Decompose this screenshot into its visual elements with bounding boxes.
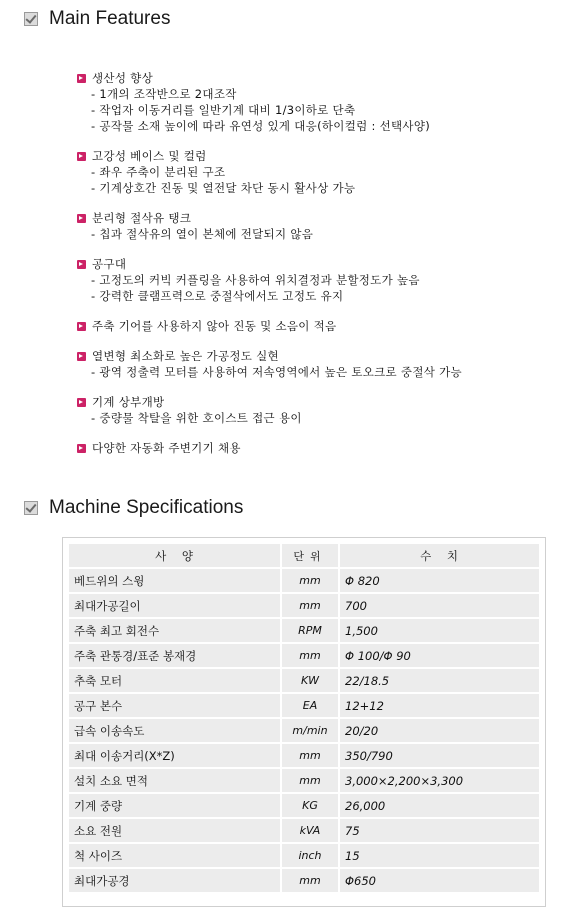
spec-row: [69, 569, 539, 592]
feature-item: [77, 318, 577, 334]
feature-detail-line: - 강력한 클램프력으로 중절삭에서도 고정도 유지: [91, 289, 344, 303]
spec-item: 급속 이송속도: [69, 719, 280, 742]
feature-title: 열변형 최소화로 높은 가공정도 실현: [92, 349, 279, 363]
feature-head: [77, 440, 577, 456]
feature-item: [77, 70, 577, 134]
spec-value: 1,500: [340, 619, 539, 642]
spec-row: [69, 719, 539, 742]
spec-unit: EA: [282, 694, 338, 717]
feature-head: [77, 148, 577, 164]
bullet-arrow-icon: [77, 260, 86, 269]
spec-table: [67, 542, 541, 894]
feature-item: [77, 256, 577, 304]
spec-unit: mm: [282, 569, 338, 592]
bullet-arrow-icon: [77, 322, 86, 331]
spec-row: [69, 769, 539, 792]
spec-value: 12+12: [340, 694, 539, 717]
bullet-arrow-icon: [77, 152, 86, 161]
spec-item: 추축 모터: [69, 669, 280, 692]
feature-detail-line: - 광역 정출력 모터를 사용하여 저속영역에서 높은 토오크로 중절삭 가능: [91, 365, 462, 379]
feature-detail-line: - 좌우 주축이 분리된 구조: [91, 165, 226, 179]
feature-head: [77, 210, 577, 226]
spec-row: [69, 619, 539, 642]
feature-title: 공구대: [92, 257, 127, 271]
feature-item: [77, 210, 577, 242]
spec-header-row: [69, 544, 539, 567]
feature-title: 분리형 절삭유 탱크: [92, 211, 192, 225]
spec-unit: mm: [282, 744, 338, 767]
spec-unit: KG: [282, 794, 338, 817]
spec-unit: RPM: [282, 619, 338, 642]
bullet-arrow-icon: [77, 398, 86, 407]
bullet-arrow-icon: [77, 214, 86, 223]
feature-item: [77, 394, 577, 426]
header-unit: 단위: [282, 544, 338, 567]
header-value: 수 치: [340, 544, 539, 567]
spec-item: 최대가공경: [69, 869, 280, 892]
feature-head: [77, 348, 577, 364]
spec-unit: kVA: [282, 819, 338, 842]
spec-item: 주축 최고 회전수: [69, 619, 280, 642]
feature-head: [77, 318, 577, 334]
spec-row: [69, 794, 539, 817]
spec-row: [69, 594, 539, 617]
spec-value: Φ 820: [340, 569, 539, 592]
feature-detail-line: - 고정도의 커빅 커플링을 사용하여 위치결정과 분할정도가 높음: [91, 273, 420, 287]
feature-detail-line: - 공작물 소재 높이에 따라 유연성 있게 대응(하이컬럼 : 선택사양): [91, 119, 431, 133]
spec-item: 기계 중량: [69, 794, 280, 817]
spec-unit: KW: [282, 669, 338, 692]
spec-unit: inch: [282, 844, 338, 867]
spec-row: [69, 669, 539, 692]
bullet-arrow-icon: [77, 444, 86, 453]
bullet-arrow-icon: [77, 74, 86, 83]
spec-value: 350/790: [340, 744, 539, 767]
spec-row: [69, 844, 539, 867]
spec-unit: m/min: [282, 719, 338, 742]
spec-value: 15: [340, 844, 539, 867]
header-item: 사 양: [69, 544, 280, 567]
spec-value: Φ 100/Φ 90: [340, 644, 539, 667]
spec-row: [69, 869, 539, 892]
spec-item: 베드위의 스윙: [69, 569, 280, 592]
spec-item: 소요 전원: [69, 819, 280, 842]
spec-value: Φ650: [340, 869, 539, 892]
machine-specifications-heading: [24, 497, 243, 519]
feature-detail-line: - 기계상호간 진동 및 열전달 차단 동시 활사상 가능: [91, 181, 356, 195]
spec-value: 700: [340, 594, 539, 617]
feature-item: [77, 148, 577, 196]
spec-item: 최대가공길이: [69, 594, 280, 617]
spec-table-container: [62, 537, 546, 907]
feature-item: [77, 348, 577, 380]
feature-detail-line: - 작업자 이동거리를 일반기계 대비 1/3이하로 단축: [91, 103, 356, 117]
spec-value: 3,000×2,200×3,300: [340, 769, 539, 792]
spec-row: [69, 819, 539, 842]
feature-item: [77, 440, 577, 456]
main-features-heading: [24, 8, 170, 30]
spec-value: 22/18.5: [340, 669, 539, 692]
feature-head: [77, 70, 577, 86]
spec-row: [69, 694, 539, 717]
spec-row: [69, 644, 539, 667]
spec-item: 설치 소요 면적: [69, 769, 280, 792]
feature-title: 생산성 향상: [92, 71, 153, 85]
feature-title: 주축 기어를 사용하지 않아 진동 및 소음이 적음: [92, 319, 337, 333]
feature-head: [77, 394, 577, 410]
spec-item: 척 사이즈: [69, 844, 280, 867]
spec-value: 75: [340, 819, 539, 842]
spec-unit: mm: [282, 594, 338, 617]
feature-title: 고강성 베이스 및 컬럼: [92, 149, 207, 163]
spec-item: 공구 본수: [69, 694, 280, 717]
feature-detail-line: - 1개의 조작반으로 2대조작: [91, 87, 237, 101]
feature-detail-line: - 칩과 절삭유의 열이 본체에 전달되지 않음: [91, 227, 314, 241]
spec-item: 주축 관통경/표준 봉재경: [69, 644, 280, 667]
feature-head: [77, 256, 577, 272]
checkbox-icon: [24, 501, 38, 515]
spec-row: [69, 744, 539, 767]
features-list: [77, 70, 577, 470]
bullet-arrow-icon: [77, 352, 86, 361]
feature-title: 기계 상부개방: [92, 395, 165, 409]
spec-value: 26,000: [340, 794, 539, 817]
spec-unit: mm: [282, 769, 338, 792]
feature-title: 다양한 자동화 주변기기 채용: [92, 441, 241, 455]
checkbox-icon: [24, 12, 38, 26]
spec-item: 최대 이송거리(X*Z): [69, 744, 280, 767]
main-features-title: Main Features: [49, 8, 171, 29]
spec-unit: mm: [282, 644, 338, 667]
machine-specifications-title: Machine Specifications: [49, 497, 244, 518]
feature-detail-line: - 중량물 착탈을 위한 호이스트 접근 용이: [91, 411, 302, 425]
spec-unit: mm: [282, 869, 338, 892]
spec-value: 20/20: [340, 719, 539, 742]
